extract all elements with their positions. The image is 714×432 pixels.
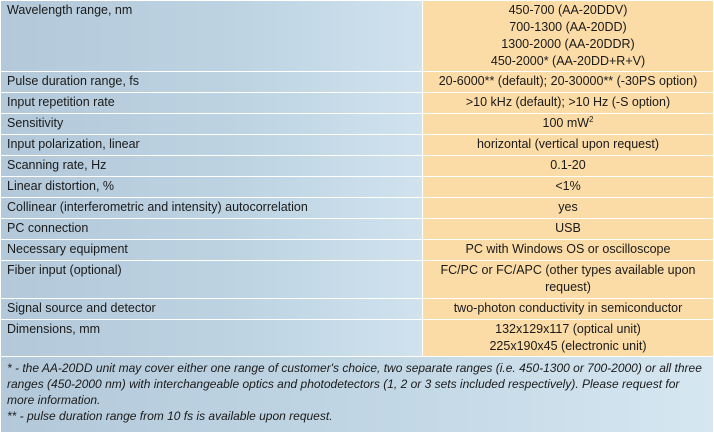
table-row (1, 114, 713, 135)
value-superscript: 2 (589, 114, 594, 124)
value-line (429, 279, 707, 296)
table-row (1, 72, 713, 93)
parameter-cell: Necessary equipment (1, 240, 423, 260)
table-row (1, 299, 713, 320)
value-text: 450-700 (AA-20DDV) (508, 3, 628, 17)
parameter-cell: Input polarization, linear (1, 135, 423, 155)
value-text: >10 kHz (default); >10 Hz (-S option) (465, 95, 671, 109)
value-line (429, 19, 707, 36)
value-line (429, 338, 707, 355)
value-cell (423, 299, 713, 319)
value-cell (423, 177, 713, 197)
table-row (1, 240, 713, 261)
value-text: 100 mW (542, 116, 590, 130)
value-cell (423, 198, 713, 218)
value-line (429, 321, 707, 338)
parameter-cell: Linear distortion, % (1, 177, 423, 197)
parameter-cell: Wavelength range, nm (1, 1, 423, 71)
table-row (1, 1, 713, 72)
table-row (1, 93, 713, 114)
value-text: yes (558, 200, 578, 214)
value-line (429, 36, 707, 53)
table-row (1, 177, 713, 198)
footnotes (1, 357, 713, 432)
table-row (1, 219, 713, 240)
value-line (429, 2, 707, 19)
footnote-2: ** - pulse duration range from 10 fs is available upon request. (7, 409, 333, 423)
value-text: FC/PC or FC/APC (other types available upon (440, 263, 696, 277)
value-text: 20-6000** (default); 20-30000** (-30PS option) (438, 74, 698, 88)
parameter-cell: Collinear (interferometric and intensity) autocorrelation (1, 198, 423, 218)
parameter-cell: Sensitivity (1, 114, 423, 134)
value-cell (423, 219, 713, 239)
value-text: 1300-2000 (AA-20DDR) (501, 37, 635, 51)
value-cell (423, 261, 713, 298)
parameter-cell: PC connection (1, 219, 423, 239)
parameter-cell: Signal source and detector (1, 299, 423, 319)
value-cell (423, 240, 713, 260)
value-line (429, 178, 707, 195)
table-row (1, 135, 713, 156)
table-row (1, 198, 713, 219)
parameter-cell: Pulse duration range, fs (1, 72, 423, 92)
value-cell (423, 156, 713, 176)
value-text: <1% (555, 179, 581, 193)
footnote-1: * - the AA-20DD unit may cover either one range of customer's choice, two separate ranges (i.e. 450-1300 or 700-2000) or all three ranges (450-2000 nm) with interchangeable optics and photodetectors (1, 2 or 3 sets included respectively). Please request for more information. (7, 361, 702, 407)
value-line (429, 300, 707, 317)
table-row (1, 261, 713, 299)
value-text: 225x190x45 (electronic unit) (489, 339, 647, 353)
parameter-cell: Input repetition rate (1, 93, 423, 113)
value-line (429, 220, 707, 237)
value-text: PC with Windows OS or oscilloscope (465, 242, 671, 256)
value-line (429, 53, 707, 70)
value-cell (423, 135, 713, 155)
value-cell (423, 93, 713, 113)
value-line (429, 73, 707, 90)
table-row (1, 156, 713, 177)
value-cell (423, 114, 713, 134)
value-line (429, 136, 707, 153)
value-text: horizontal (vertical upon request) (476, 137, 660, 151)
value-line (429, 115, 707, 132)
value-text: two-photon conductivity in semiconductor (453, 301, 683, 315)
parameter-cell: Fiber input (optional) (1, 261, 423, 298)
value-line (429, 241, 707, 258)
value-text: request) (545, 280, 591, 294)
value-text: USB (555, 221, 581, 235)
value-cell (423, 72, 713, 92)
value-text: 132x129x117 (optical unit) (495, 322, 641, 336)
value-cell (423, 320, 713, 356)
value-line (429, 94, 707, 111)
value-text: 450-2000* (AA-20DD+R+V) (490, 54, 646, 68)
parameter-cell: Dimensions, mm (1, 320, 423, 356)
value-text: 0.1-20 (550, 158, 586, 172)
specifications-rows (1, 1, 713, 357)
value-line (429, 199, 707, 216)
value-cell (423, 1, 713, 71)
value-line (429, 157, 707, 174)
parameter-cell: Scanning rate, Hz (1, 156, 423, 176)
table-row (1, 320, 713, 357)
value-text: 700-1300 (AA-20DD) (509, 20, 627, 34)
value-line (429, 262, 707, 279)
